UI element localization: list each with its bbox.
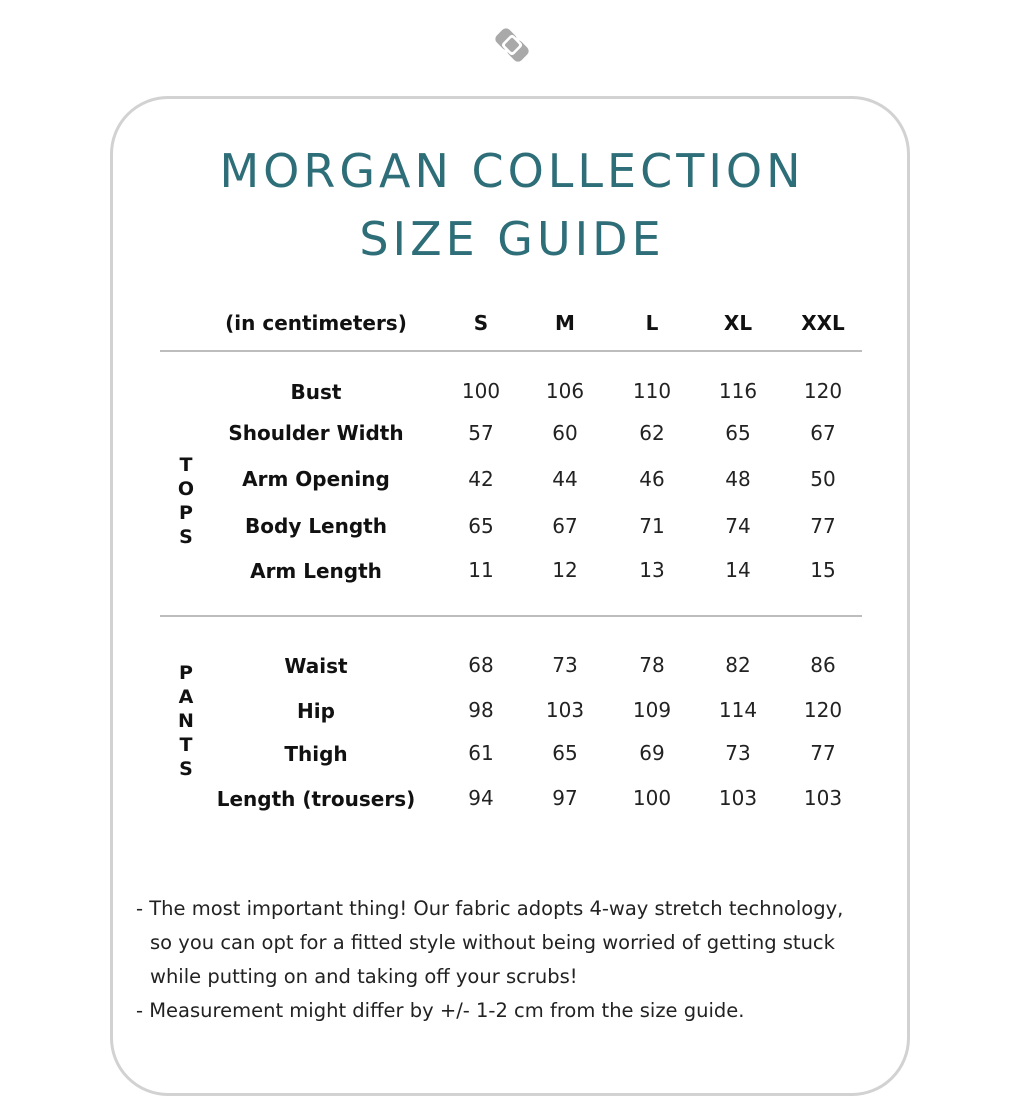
table-cell: 116 <box>718 379 758 403</box>
table-cell: 61 <box>468 741 494 765</box>
table-cell: 60 <box>552 421 578 445</box>
table-cell: 65 <box>468 514 494 538</box>
table-cell: 109 <box>632 698 672 722</box>
size-header-xxl: XXL <box>801 311 845 335</box>
table-cell: 65 <box>552 741 578 765</box>
table-cell: 103 <box>545 698 585 722</box>
table-cell: 73 <box>725 741 751 765</box>
table-cell: 100 <box>461 379 501 403</box>
section-letter: N <box>178 710 194 732</box>
row-label: Length (trousers) <box>216 787 416 811</box>
row-label: Body Length <box>245 514 387 538</box>
table-cell: 50 <box>810 467 836 491</box>
table-cell: 110 <box>632 379 672 403</box>
table-cell: 78 <box>639 653 665 677</box>
table-cell: 120 <box>803 379 843 403</box>
table-cell: 97 <box>552 786 578 810</box>
size-header-xl: XL <box>723 311 753 335</box>
table-cell: 71 <box>639 514 665 538</box>
table-cell: 68 <box>468 653 494 677</box>
section-letter: T <box>179 734 193 756</box>
row-label: Shoulder Width <box>228 421 404 445</box>
table-cell: 15 <box>810 558 836 582</box>
size-header-l: L <box>645 311 659 335</box>
table-cell: 67 <box>810 421 836 445</box>
table-cell: 74 <box>725 514 751 538</box>
table-cell: 13 <box>639 558 665 582</box>
table-cell: 98 <box>468 698 494 722</box>
row-label: Thigh <box>284 742 348 766</box>
table-cell: 106 <box>545 379 585 403</box>
row-label: Arm Opening <box>242 467 390 491</box>
section-divider <box>160 615 862 617</box>
table-cell: 86 <box>810 653 836 677</box>
section-letter: P <box>179 662 193 684</box>
note-line: so you can opt for a fitted style without being worried of getting stuck <box>150 931 835 954</box>
table-cell: 67 <box>552 514 578 538</box>
interlocking-diamond-logo-icon <box>491 24 533 66</box>
note-line: while putting on and taking off your scrubs! <box>150 965 578 988</box>
table-cell: 77 <box>810 514 836 538</box>
section-letter: P <box>179 502 193 524</box>
table-cell: 69 <box>639 741 665 765</box>
table-cell: 42 <box>468 467 494 491</box>
section-letter: T <box>179 454 193 476</box>
table-cell: 14 <box>725 558 751 582</box>
row-label: Arm Length <box>250 559 382 583</box>
table-cell: 12 <box>552 558 578 582</box>
table-cell: 82 <box>725 653 751 677</box>
note-line: - Measurement might differ by +/- 1-2 cm from the size guide. <box>136 999 745 1022</box>
size-header-m: M <box>555 311 575 335</box>
page-title-line2: SIZE GUIDE <box>359 212 665 266</box>
section-letter: A <box>178 686 194 708</box>
section-letter: S <box>179 526 193 548</box>
table-cell: 65 <box>725 421 751 445</box>
table-cell: 46 <box>639 467 665 491</box>
table-cell: 120 <box>803 698 843 722</box>
table-cell: 57 <box>468 421 494 445</box>
notes <box>136 892 916 1028</box>
note-line: - The most important thing! Our fabric adopts 4-way stretch technology, <box>136 897 844 920</box>
row-label: Waist <box>284 654 348 678</box>
row-label: Bust <box>290 380 342 404</box>
unit-label: (in centimeters) <box>225 311 407 335</box>
table-cell: 11 <box>468 558 494 582</box>
table-cell: 114 <box>718 698 758 722</box>
table-cell: 103 <box>803 786 843 810</box>
row-label: Hip <box>297 699 335 723</box>
section-letter: S <box>179 758 193 780</box>
section-letter: O <box>177 478 195 500</box>
table-cell: 103 <box>718 786 758 810</box>
table-cell: 73 <box>552 653 578 677</box>
table-cell: 44 <box>552 467 578 491</box>
page-title-line1: MORGAN COLLECTION <box>219 144 805 198</box>
table-cell: 94 <box>468 786 494 810</box>
table-cell: 77 <box>810 741 836 765</box>
table-cell: 100 <box>632 786 672 810</box>
section-label-tops <box>176 453 196 549</box>
table-cell: 62 <box>639 421 665 445</box>
section-label-pants <box>176 661 196 781</box>
header-divider <box>160 350 862 352</box>
table-cell: 48 <box>725 467 751 491</box>
size-header-s: S <box>473 311 489 335</box>
